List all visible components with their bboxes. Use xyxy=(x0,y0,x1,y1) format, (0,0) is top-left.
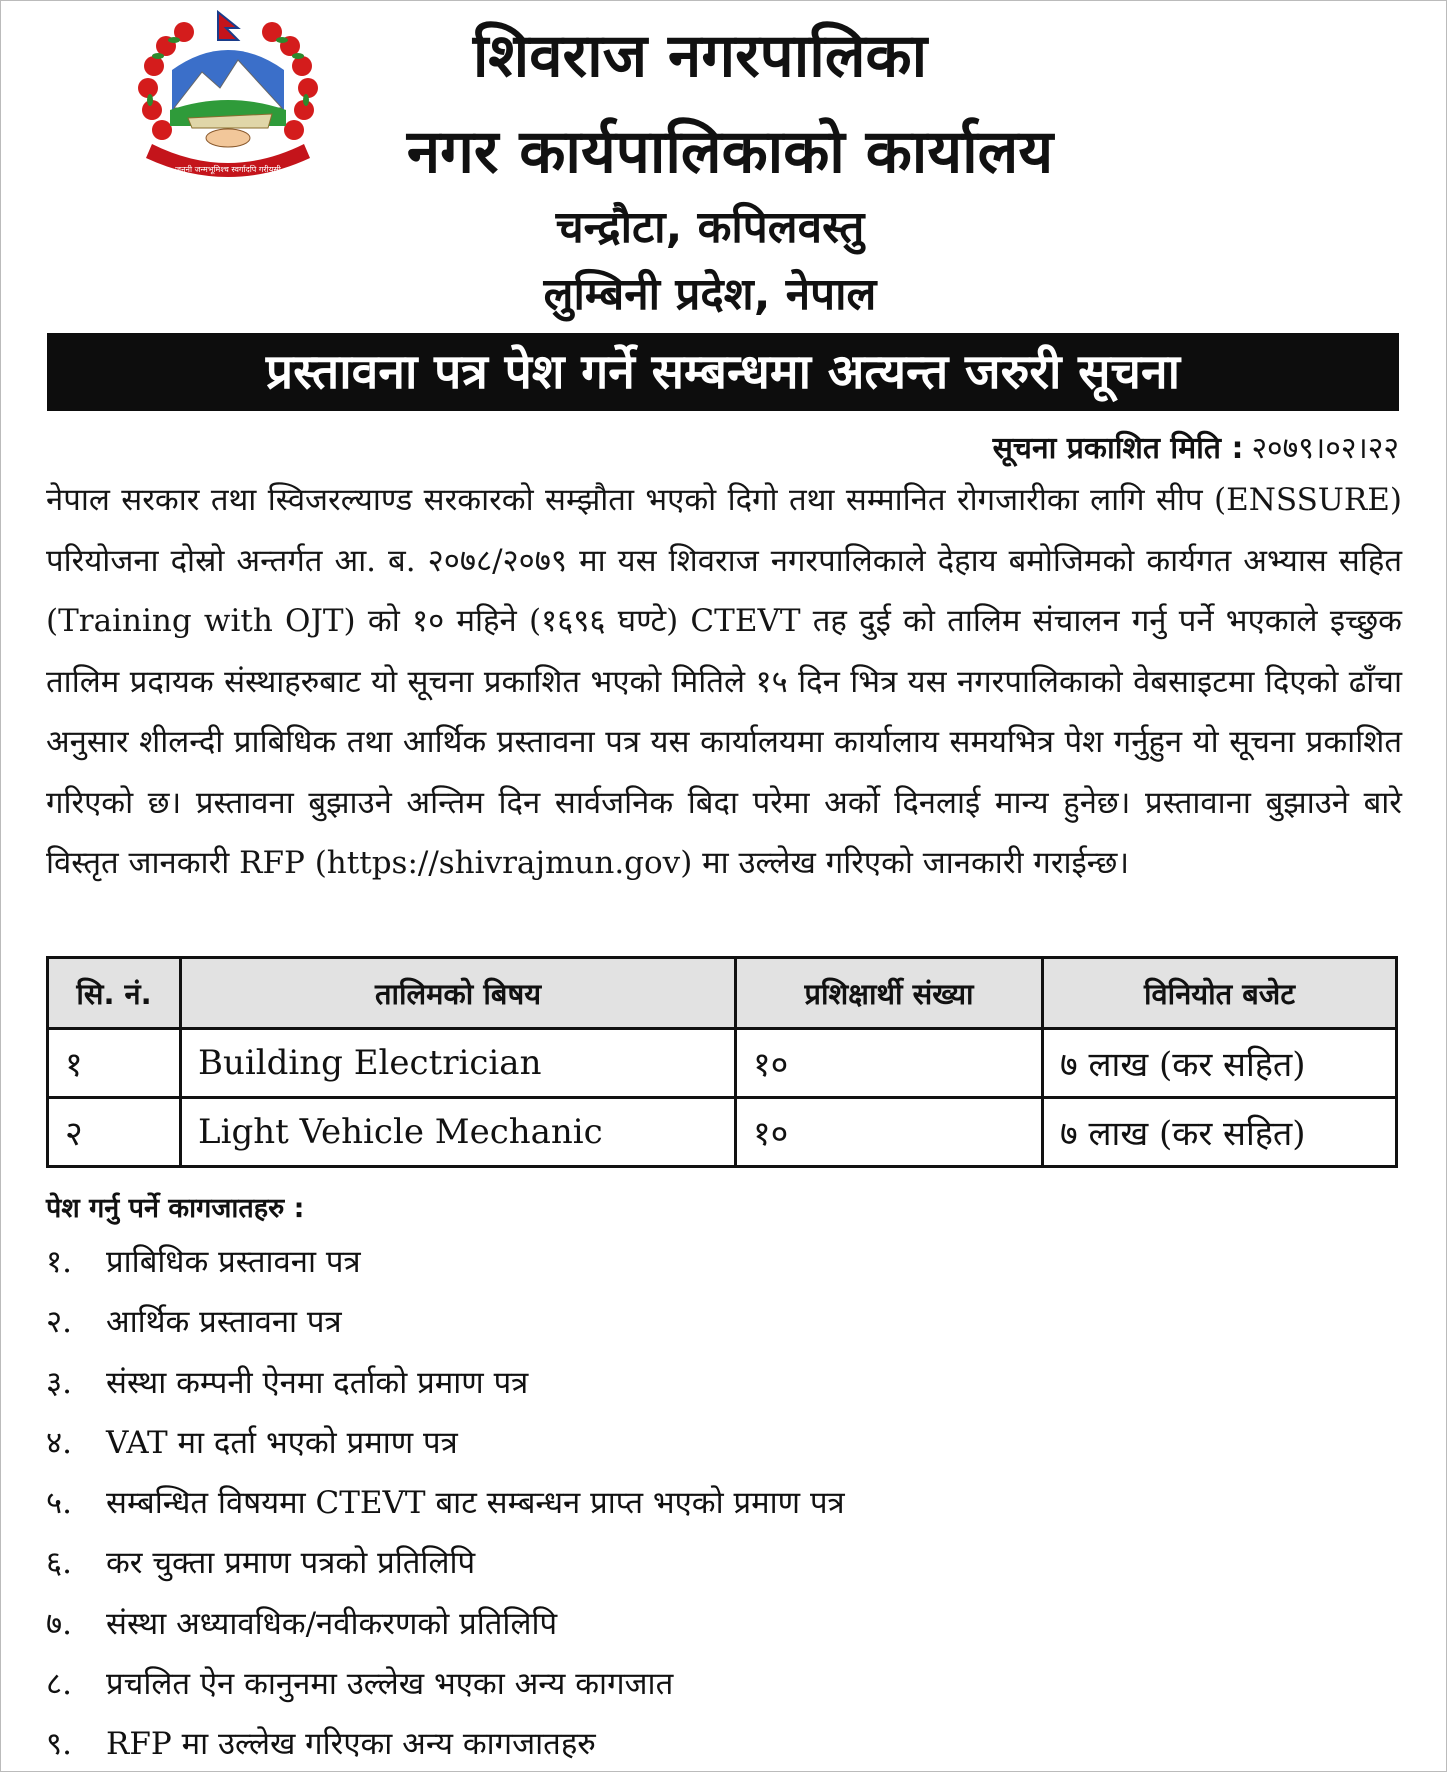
list-item-text: आर्थिक प्रस्तावना पत्र xyxy=(106,1304,342,1341)
column-header-serial: सि. नं. xyxy=(48,958,181,1029)
notice-title-banner: प्रस्तावना पत्र पेश गर्ने सम्बन्धमा अत्यन्त जरुरी सूचना xyxy=(47,333,1399,411)
documents-list xyxy=(46,1236,845,1779)
cell-serial: १ xyxy=(48,1029,181,1098)
list-item-number: ६. xyxy=(46,1545,72,1582)
list-item xyxy=(46,1357,845,1417)
list-item xyxy=(46,1236,845,1296)
cell-budget: ७ लाख (कर सहित) xyxy=(1043,1098,1397,1167)
list-item-number: १. xyxy=(46,1244,72,1280)
address-line-1: चन्द्रौटा, कपिलवस्तु xyxy=(555,202,865,253)
list-item-number: २. xyxy=(46,1304,72,1341)
municipality-name: शिवराज नगरपालिका xyxy=(472,21,928,91)
notice-body: नेपाल सरकार तथा स्विजरल्याण्ड सरकारको सम्झौता भएको दिगो तथा सम्मानित रोगजारीका लागि सीप (ENSSURE) परियोजना दोस्रो अन्तर्गत आ. ब. २०७८/२०७९ मा यस शिवराज नगरपालिकाले देहाय बमोजिमको कार्यगत अभ्यास सहित (Training with OJT) को १० महिने (१६९६ घण्टे) CTEVT तह दुई को तालिम संचालन गर्नु पर्ने भएकाले इच्छुक तालिम प्रदायक संस्थाहरुबाट यो सूचना प्रकाशित भएको मितिले १५ दिन भित्र यस नगरपालिकाको वेबसाइटमा दिएको ढाँचा अनुसार शीलन्दी प्राबिधिक तथा आर्थिक प्रस्तावना पत्र यस कार्यालयमा कार्यालाय समयभित्र पेश गर्नुहुन यो सूचना प्रकाशित गरिएको छ। प्रस्तावना बुझाउने अन्तिम दिन सार्वजनिक बिदा परेमा अर्को दिनलाई मान्य हुनेछ। प्रस्तावाना बुझाउने बारे विस्तृत जानकारी RFP (https://shivrajmun.gov) मा उल्लेख गरिएको जानकारी गराईन्छ। xyxy=(46,482,1402,881)
list-item-number: ४. xyxy=(46,1424,72,1461)
list-item xyxy=(46,1296,845,1356)
list-item-number: ७. xyxy=(46,1605,72,1642)
table-row xyxy=(48,1029,1397,1098)
list-item xyxy=(46,1658,845,1718)
cell-serial: २ xyxy=(48,1098,181,1167)
table-header-row xyxy=(48,958,1397,1029)
cell-subject: Light Vehicle Mechanic xyxy=(181,1098,736,1167)
table-row xyxy=(48,1098,1397,1167)
cell-trainees: १० xyxy=(736,1029,1043,1098)
column-header-subject: तालिमको बिषय xyxy=(181,958,736,1029)
documents-heading: पेश गर्नु पर्ने कागजातहरु : xyxy=(46,1193,305,1224)
publish-date-label: सूचना प्रकाशित मिति : xyxy=(992,431,1244,466)
list-item-text: प्राबिधिक प्रस्तावना पत्र xyxy=(106,1244,361,1280)
list-item xyxy=(46,1477,845,1537)
list-item-text: प्रचलित ऐन कानुनमा उल्लेख भएका अन्य कागजात xyxy=(106,1666,674,1703)
column-header-budget: विनियोत बजेट xyxy=(1043,958,1397,1029)
list-item xyxy=(46,1718,845,1778)
cell-trainees: १० xyxy=(736,1098,1043,1167)
cell-subject: Building Electrician xyxy=(181,1029,736,1098)
training-table xyxy=(46,956,1398,1168)
column-header-trainees: प्रशिक्षार्थी संख्या xyxy=(736,958,1043,1029)
list-item xyxy=(46,1598,845,1658)
list-item xyxy=(46,1537,845,1597)
list-item-number: ३. xyxy=(46,1364,72,1401)
list-item-number: ८. xyxy=(46,1666,72,1703)
publish-date xyxy=(993,426,1399,467)
list-item-text: कर चुक्ता प्रमाण पत्रको प्रतिलिपि xyxy=(106,1545,476,1582)
nepal-emblem-icon xyxy=(122,10,334,185)
list-item-text: RFP मा उल्लेख गरिएका अन्य कागजातहरु xyxy=(106,1726,596,1763)
list-item-text: संस्था अध्यावधिक/नवीकरणको प्रतिलिपि xyxy=(106,1605,558,1642)
publish-date-value: २०७९।०२।२२ xyxy=(1251,431,1399,466)
list-item-number: ५. xyxy=(46,1485,72,1522)
emblem-motto: जननी जन्मभूमिश्च स्वर्गादपि गरीयसी xyxy=(175,165,281,174)
list-item-number: ९. xyxy=(46,1726,72,1763)
address-line-2: लुम्बिनी प्रदेश, नेपाल xyxy=(543,269,877,320)
list-item-text: VAT मा दर्ता भएको प्रमाण पत्र xyxy=(106,1424,458,1461)
list-item-text: संस्था कम्पनी ऐनमा दर्ताको प्रमाण पत्र xyxy=(106,1364,529,1401)
list-item-text: सम्बन्धित विषयमा CTEVT बाट सम्बन्धन प्राप्त भएको प्रमाण पत्र xyxy=(106,1485,845,1522)
list-item xyxy=(46,1417,845,1477)
cell-budget: ७ लाख (कर सहित) xyxy=(1043,1029,1397,1098)
office-name: नगर कार्यपालिकाको कार्यालय xyxy=(406,117,1054,187)
